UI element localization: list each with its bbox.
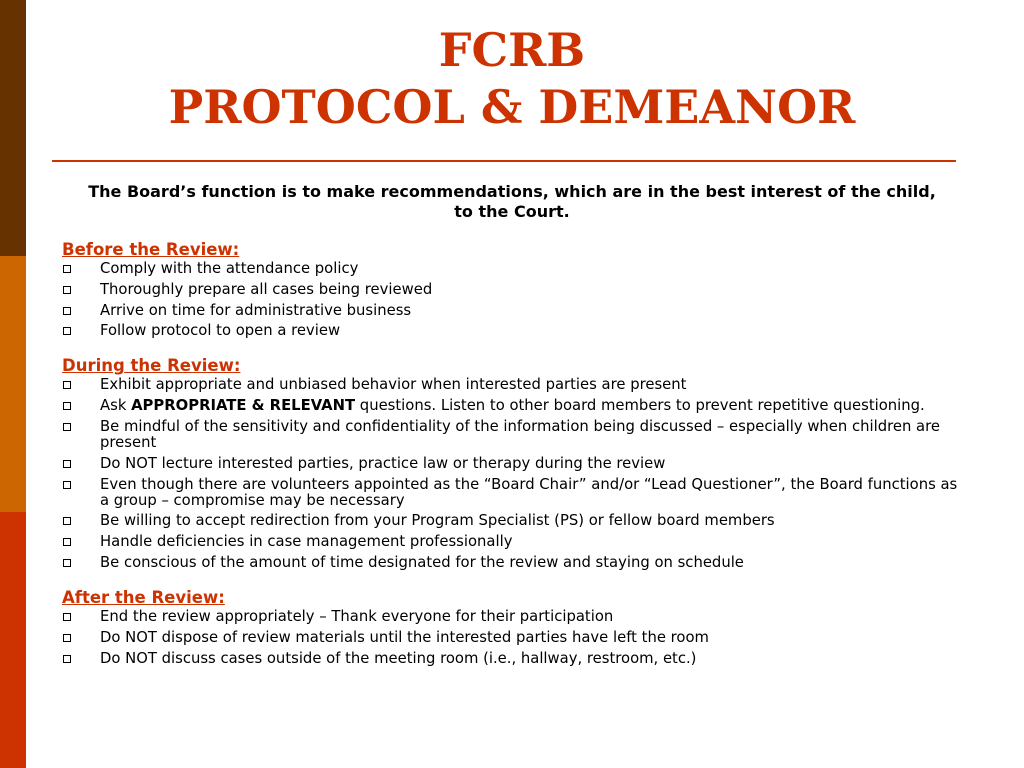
square-bullet-icon	[63, 517, 71, 525]
list-item	[62, 534, 962, 550]
list-item-text: Exhibit appropriate and unbiased behavior when interested parties are present	[100, 376, 687, 394]
square-bullet-icon	[63, 559, 71, 567]
list-item-text: Be conscious of the amount of time designated for the review and staying on schedule	[100, 553, 744, 571]
list-item	[62, 630, 962, 646]
section-before-the-review	[62, 239, 962, 339]
list-item-text: Do NOT dispose of review materials until the interested parties have left the room	[100, 628, 709, 646]
list-item-text: Do NOT discuss cases outside of the meeting room (i.e., hallway, restroom, etc.)	[100, 649, 697, 667]
side-bar-segment-top	[0, 0, 26, 256]
side-bar-segment-middle	[0, 256, 26, 512]
square-bullet-icon	[63, 460, 71, 468]
side-bar-segment-bottom	[0, 512, 26, 768]
list-item	[62, 377, 962, 393]
list-item-text: Handle deficiencies in case management professionally	[100, 533, 513, 551]
square-bullet-icon	[63, 423, 71, 431]
list-item-text: End the review appropriately – Thank everyone for their participation	[100, 607, 614, 625]
list-item	[62, 477, 962, 509]
slide-title-line-2: PROTOCOL & DEMEANOR	[168, 80, 856, 134]
list-item	[62, 513, 962, 529]
section-after-the-review	[62, 587, 962, 667]
square-bullet-icon	[63, 655, 71, 663]
title-divider	[52, 160, 956, 162]
square-bullet-icon	[63, 481, 71, 489]
list-item	[62, 282, 962, 298]
list-item-text: Thoroughly prepare all cases being reviewed	[100, 280, 433, 298]
list-item-text: Follow protocol to open a review	[100, 322, 341, 340]
list-item-text: Be mindful of the sensitivity and confidentiality of the information being discussed – especially when children are present	[100, 417, 940, 451]
list-item	[62, 651, 962, 667]
section-heading: During the Review:	[62, 356, 241, 376]
section-during-the-review	[62, 355, 962, 571]
intro-statement: The Board’s function is to make recommendations, which are in the best interest of the child, to the Court.	[88, 182, 936, 221]
list-item-text: questions. Listen to other board members to prevent repetitive questioning.	[355, 397, 925, 415]
list-item	[62, 398, 962, 414]
bullet-list	[62, 261, 962, 339]
section-heading: Before the Review:	[62, 240, 240, 259]
square-bullet-icon	[63, 286, 71, 294]
square-bullet-icon	[63, 634, 71, 642]
list-item-text: Comply with the attendance policy	[100, 260, 359, 277]
list-item	[62, 419, 962, 451]
bullet-list	[62, 377, 962, 571]
sections-container	[62, 239, 962, 667]
list-item-text: Be willing to accept redirection from your Program Specialist (PS) or fellow board members	[100, 512, 775, 530]
square-bullet-icon	[63, 402, 71, 410]
square-bullet-icon	[63, 327, 71, 335]
list-item	[62, 609, 962, 625]
slide-body	[62, 182, 962, 683]
list-item-text: Do NOT lecture interested parties, practice law or therapy during the review	[100, 454, 666, 472]
list-item-text: Even though there are volunteers appointed as the “Board Chair” and/or “Lead Questioner”, the Board functions as a group – compromise may be necessary	[100, 475, 958, 509]
square-bullet-icon	[63, 538, 71, 546]
list-item-text: Ask	[100, 397, 132, 415]
square-bullet-icon	[63, 265, 71, 273]
list-item	[62, 456, 962, 472]
list-item	[62, 261, 962, 277]
bullet-list	[62, 609, 962, 667]
list-item	[62, 303, 962, 319]
slide-title	[60, 22, 964, 136]
slide-title-line-1: FCRB	[438, 23, 586, 77]
list-item-emphasis: APPROPRIATE & RELEVANT	[131, 397, 356, 415]
section-heading: After the Review:	[62, 587, 225, 607]
list-item-text: Arrive on time for administrative business	[100, 301, 412, 319]
square-bullet-icon	[63, 381, 71, 389]
square-bullet-icon	[63, 613, 71, 621]
list-item	[62, 323, 962, 339]
square-bullet-icon	[63, 307, 71, 315]
side-color-bar	[0, 0, 26, 768]
list-item	[62, 555, 962, 571]
